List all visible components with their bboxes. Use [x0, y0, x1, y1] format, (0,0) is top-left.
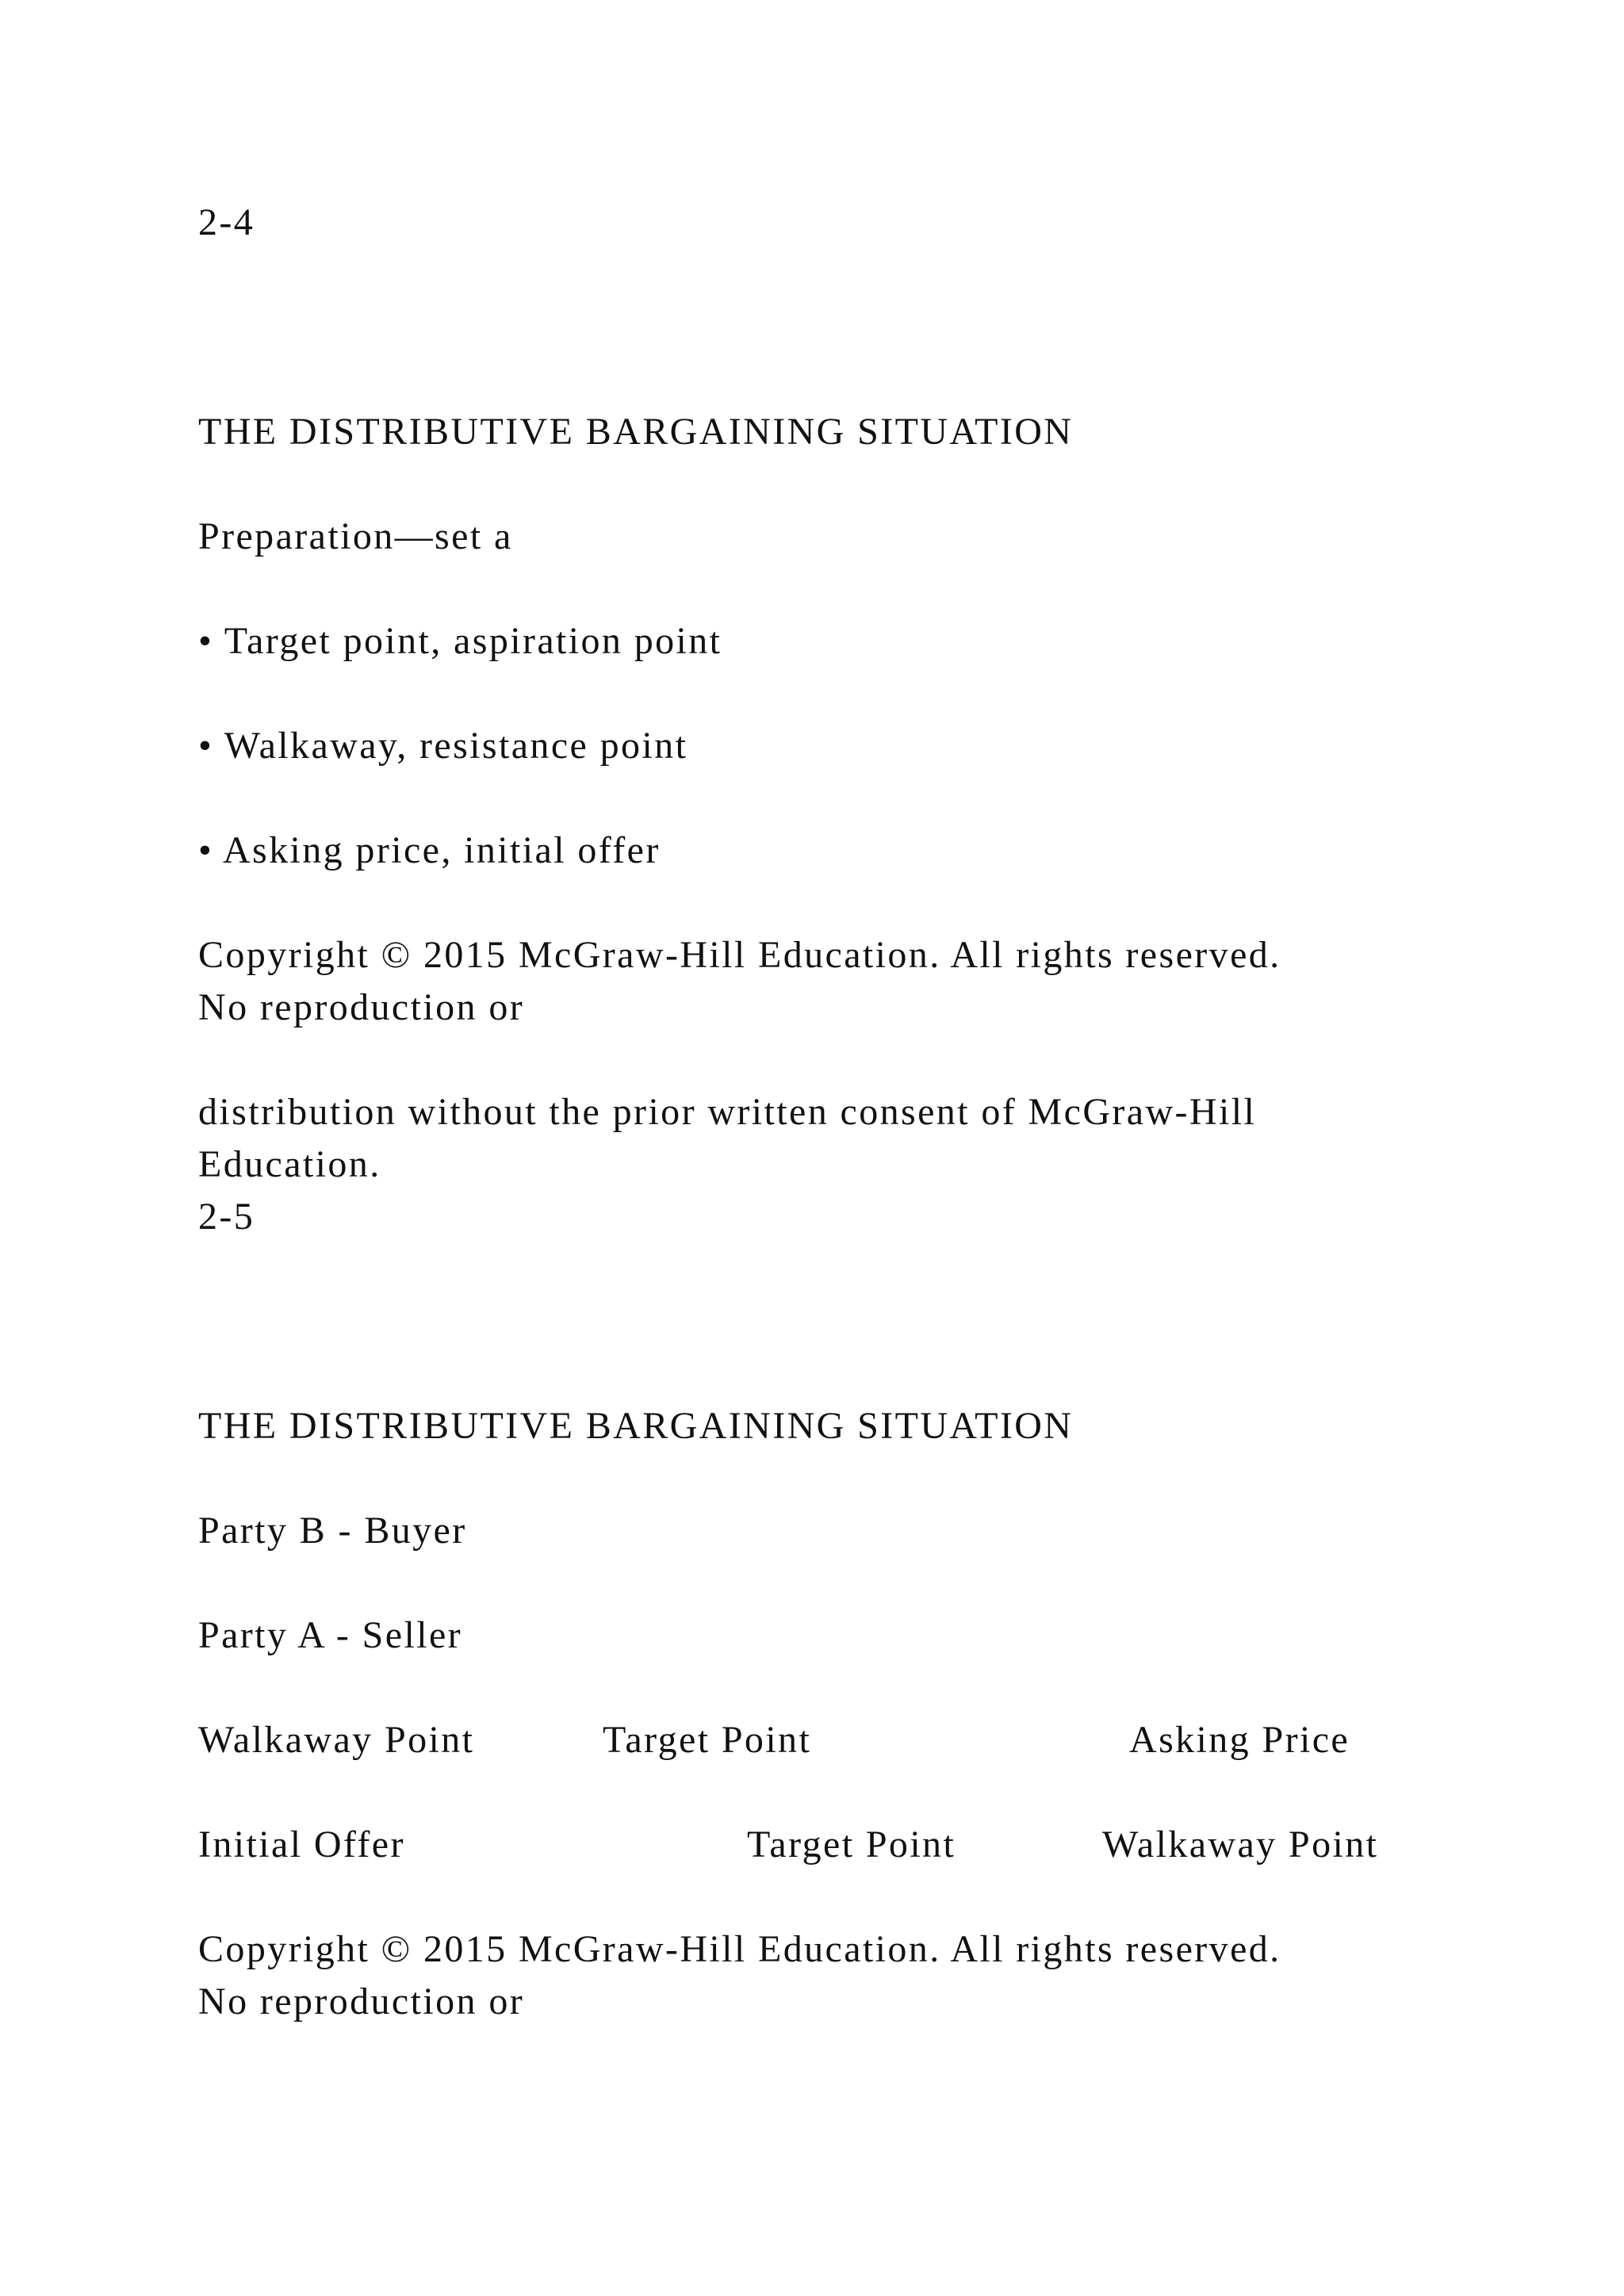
- page-number: 2-4: [198, 201, 255, 243]
- bullet-item: • Asking price, initial offer: [198, 829, 661, 871]
- copyright-text: Education.: [198, 1143, 381, 1185]
- bullet-item: • Walkaway, resistance point: [198, 725, 688, 767]
- section-title: THE DISTRIBUTIVE BARGAINING SITUATION: [198, 411, 1074, 453]
- copyright-text: No reproduction or: [198, 1980, 525, 2022]
- copyright-text: Copyright © 2015 McGraw-Hill Education. All rights reserved.: [198, 934, 1281, 976]
- initial-offer-label: Initial Offer: [198, 1823, 405, 1866]
- party-a-label: Party A - Seller: [198, 1614, 463, 1656]
- walkaway-point-label: Walkaway Point: [1102, 1823, 1379, 1866]
- bullet-item: • Target point, aspiration point: [198, 620, 722, 662]
- walkaway-point-label: Walkaway Point: [198, 1719, 475, 1761]
- copyright-text: Copyright © 2015 McGraw-Hill Education. All rights reserved.: [198, 1928, 1281, 1970]
- party-b-label: Party B - Buyer: [198, 1510, 467, 1552]
- copyright-text: distribution without the prior written consent of McGraw-Hill: [198, 1091, 1257, 1133]
- copyright-text: No reproduction or: [198, 986, 525, 1028]
- asking-price-label: Asking Price: [1129, 1719, 1350, 1761]
- intro-text: Preparation—set a: [198, 515, 513, 557]
- target-point-label: Target Point: [603, 1719, 812, 1761]
- section-title: THE DISTRIBUTIVE BARGAINING SITUATION: [198, 1405, 1074, 1447]
- page-number: 2-5: [198, 1196, 255, 1238]
- target-point-label: Target Point: [747, 1823, 956, 1866]
